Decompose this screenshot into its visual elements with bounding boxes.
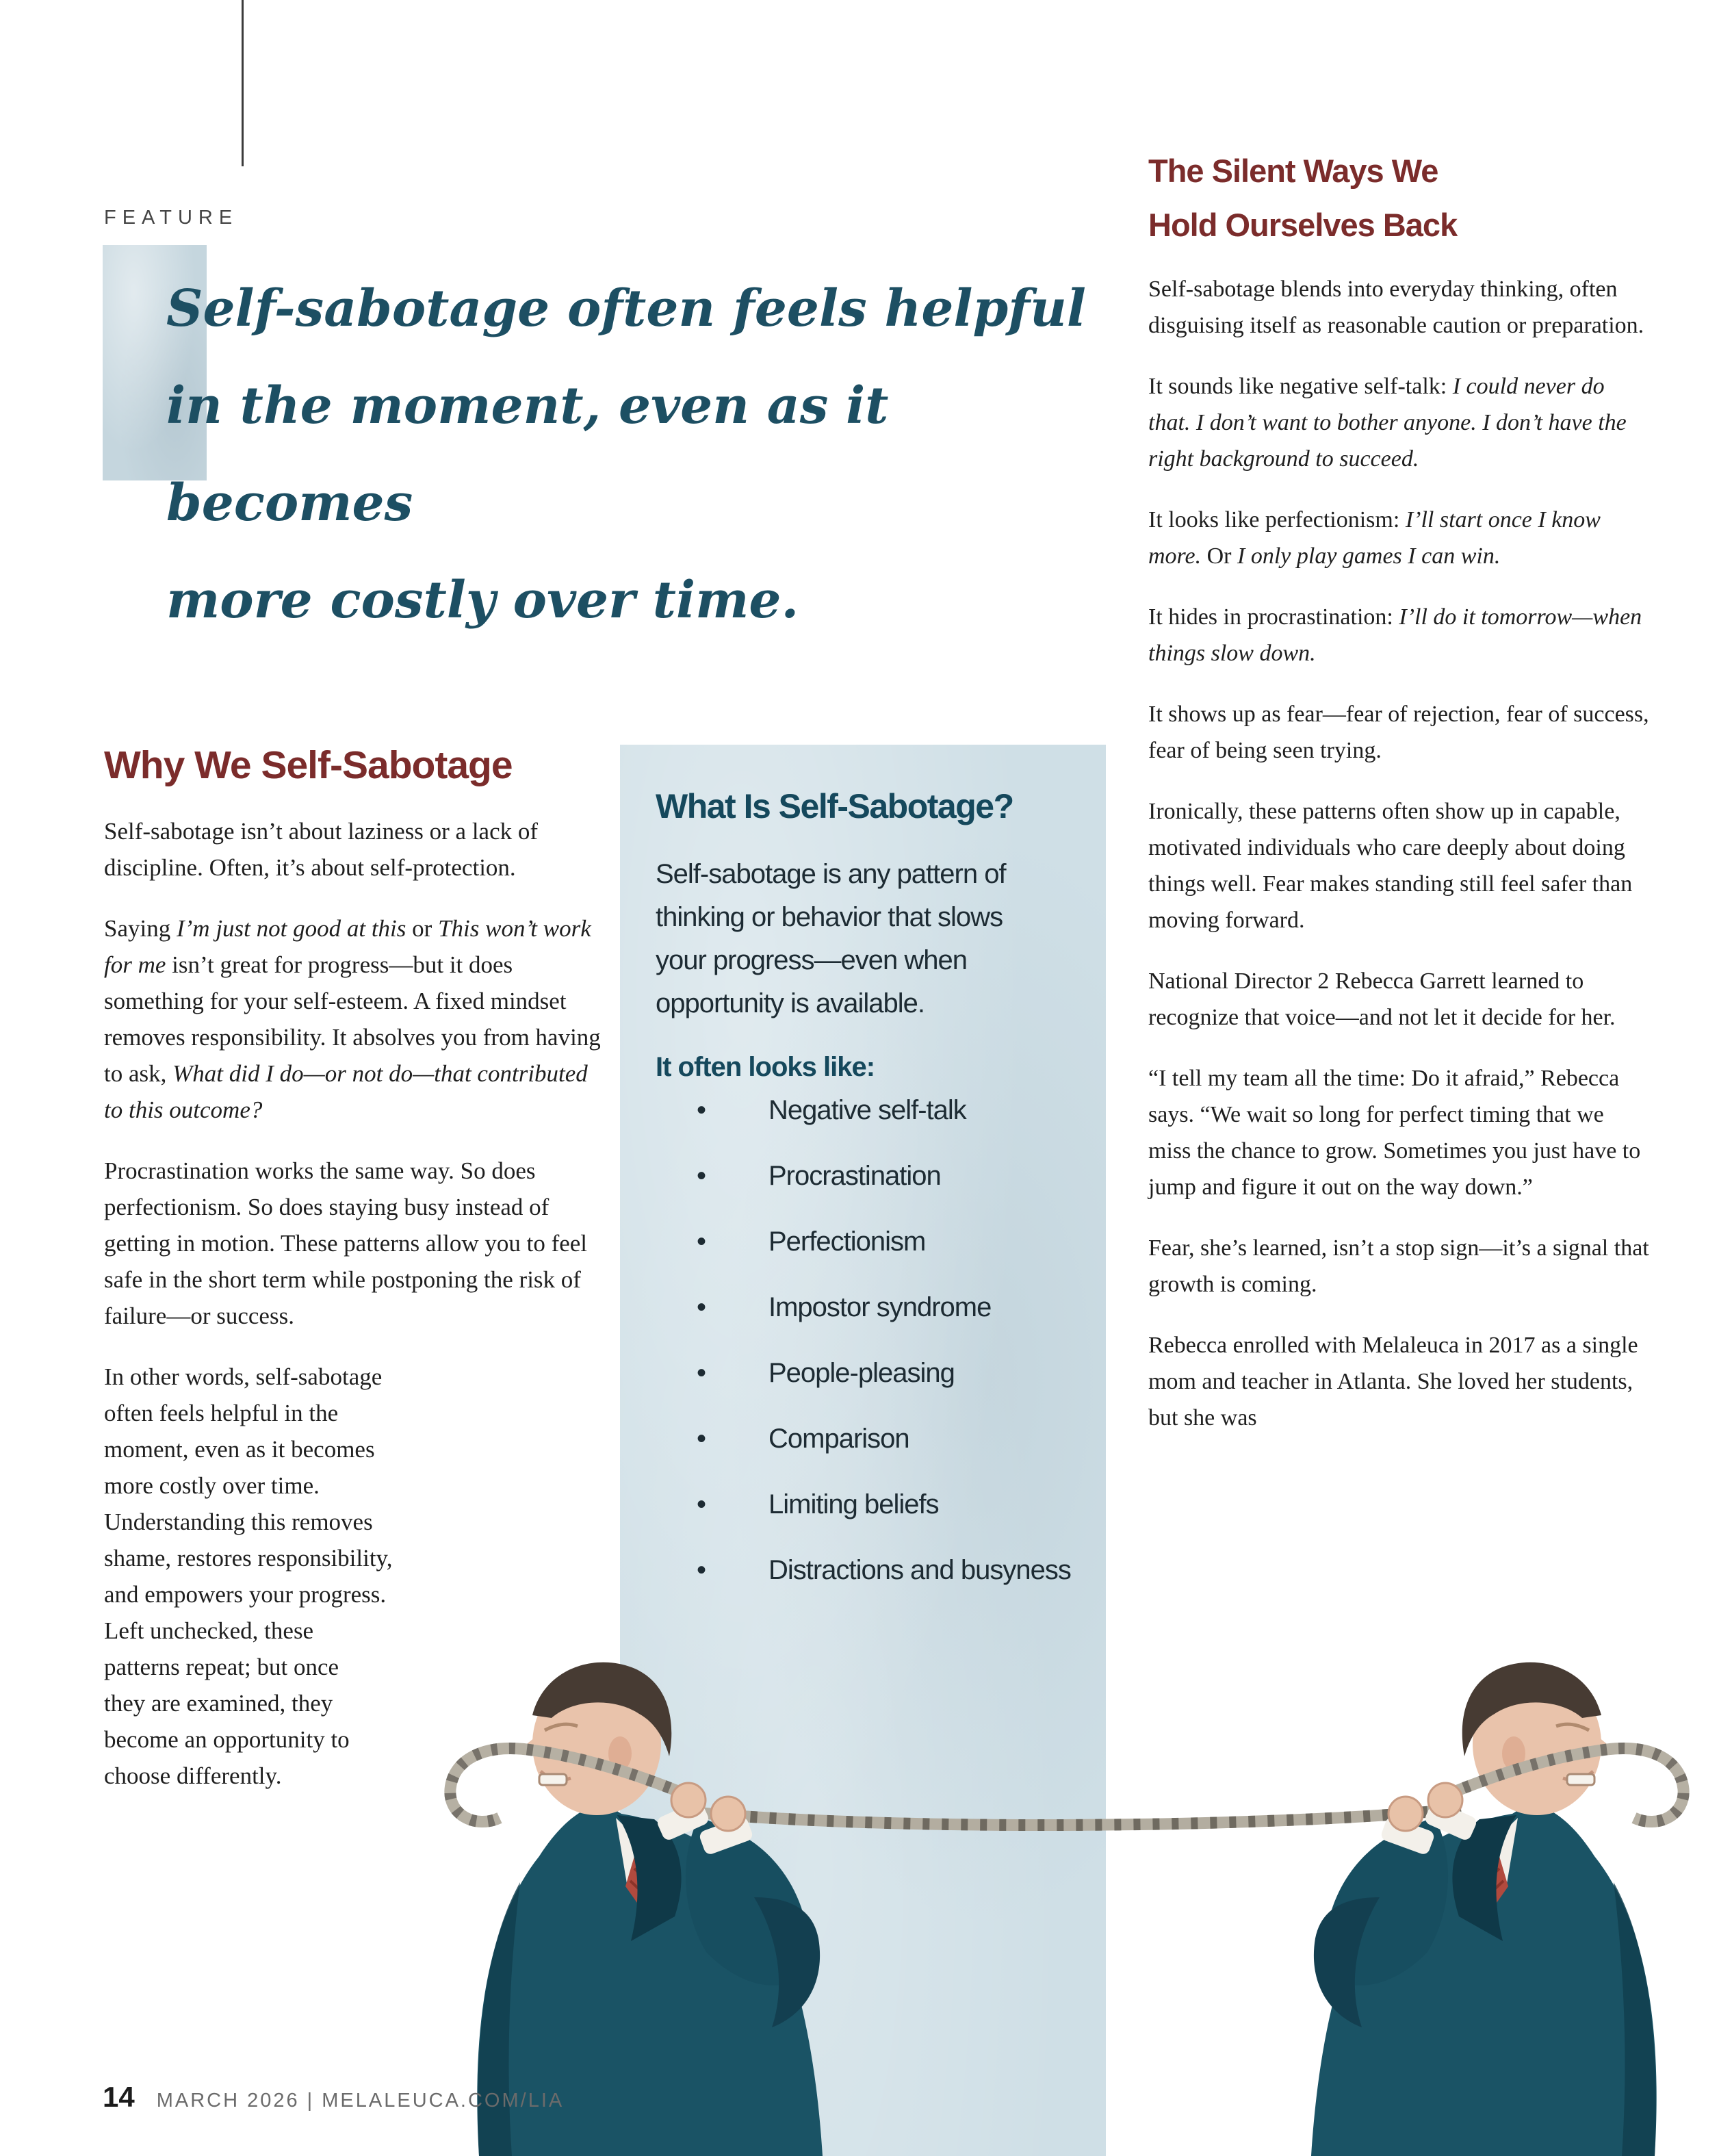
silent-ways-column xyxy=(1148,144,1651,1436)
tug-of-war-illustration xyxy=(0,1629,1719,2156)
info-box-list-title: It often looks like: xyxy=(656,1052,875,1082)
pull-quote: Self-sabotage often feels helpful in the moment, even as it becomes more costly over time. xyxy=(166,279,1086,630)
info-box-heading: What Is Self-Sabotage? xyxy=(656,787,1013,825)
page-footer xyxy=(103,2081,564,2114)
kicker-divider-rule xyxy=(242,0,244,166)
stretched-rope xyxy=(674,1809,1461,1825)
info-box-intro: Self-sabotage is any pattern of thinking or behavior that slows your progress—even when opportunity is available. xyxy=(656,859,1006,1018)
right-column-body: Self-sabotage blends into everyday thinking, often disguising itself as reasonable caution or preparation. It sounds like negative self-talk: I could never do that. I don’t want to bother anyone. I don’t have the right background to succeed. It looks like perfectionism: I’ll start once I know more. Or I only play games I can win. It hides in procrastination: I’ll do it tomorrow—when things slow down. It shows up as fear—fear of rejection, fear of success, fear of being seen trying. Ironically, these patterns often show up in capable, motivated individuals who care deeply about doing things well. Fear makes standing still feel safer than moving forward. National Director 2 Rebecca Garrett learned to recognize that voice—and not let it decide for her. “I tell my team all the time: Do it afraid,” Rebecca says. “We wait so long for perfect timing that we miss the chance to grow. Sometimes you just have to jump and figure it out on the way down.” Fear, she’s learned, isn’t a stop sign—it’s a signal that growth is coming. Rebecca enrolled with Melaleuca in 2017 as a single mom and teacher in Atlanta. She loved her students, but she was xyxy=(1148,277,1649,1430)
right-column-heading: The Silent Ways We Hold Ourselves Back xyxy=(1148,153,1458,243)
businessman-right-figure xyxy=(1311,1663,1683,2156)
section-kicker: FEATURE xyxy=(104,207,239,229)
left-column-heading: Why We Self-Sabotage xyxy=(104,743,513,787)
footer-issue-url: MARCH 2026 | MELALEUCA.COM/LIA xyxy=(156,2090,565,2112)
page-number: 14 xyxy=(103,2081,135,2113)
self-sabotage-examples-list: • Negative self-talk • Procrastination • Perfectionism • Impostor syndrome • People-pleasing • Comparison • Limiting beliefs • Distractions and busyness xyxy=(656,1089,1077,1592)
left-column-body: Self-sabotage isn’t about laziness or a lack of discipline. Often, it’s about self-protection. Saying I’m just not good at this or This won’t work for me isn’t great for progress—but it does something for your self-esteem. A fixed mindset removes responsibility. It absolves you from having to ask, What did I do—or not do—that contributed to this outcome? Procrastination works the same way. So does perfectionism. So does staying busy instead of getting in motion. These patterns allow you to feel safe in the short term while postponing the risk of failure—or success. In other words, self-sabotage often feels helpful in the moment, even as it becomes more costly over time. Understanding this removes shame, restores responsibility, and empowers your progress. Left unchecked, these patterns repeat; but once they are examined, they become an opportunity to choose differently. xyxy=(104,818,601,1789)
